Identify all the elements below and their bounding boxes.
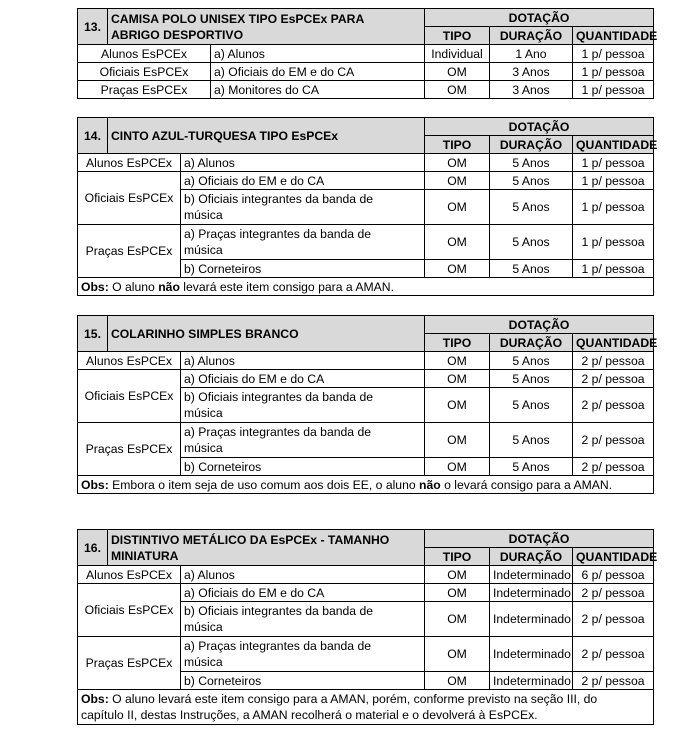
row-description: a) Oficiais do EM e do CA: [181, 172, 425, 190]
row-quantidade: 2 p/ pessoa: [573, 672, 654, 690]
obs-note: Obs: Embora o item seja de uso comum aos dois EE, o aluno não o levará consigo para a AMAN.: [78, 476, 654, 494]
row-quantidade: 2 p/ pessoa: [573, 370, 654, 388]
group-label: Oficiais EsPCEx: [78, 172, 181, 225]
obs-row: [78, 278, 654, 296]
item-number: 14.: [78, 118, 108, 154]
item-title: CINTO AZUL-TURQUESA TIPO EsPCEx: [108, 118, 425, 154]
row-duracao: Indeterminado: [490, 602, 573, 637]
row-quantidade: 1 p/ pessoa: [573, 260, 654, 278]
row-description: b) Corneteiros: [181, 458, 425, 476]
row-duracao: 5 Anos: [490, 190, 573, 225]
row-duracao: 5 Anos: [490, 352, 573, 370]
row-tipo: OM: [425, 423, 490, 458]
row-tipo: OM: [425, 352, 490, 370]
row-quantidade: 1 p/ pessoa: [573, 81, 654, 99]
row-quantidade: 1 p/ pessoa: [573, 154, 654, 172]
row-description: b) Corneteiros: [181, 672, 425, 690]
item-title: COLARINHO SIMPLES BRANCO: [108, 316, 425, 352]
table-row: [78, 172, 654, 190]
dotacao-header: DOTAÇÃO: [425, 118, 654, 136]
row-quantidade: 1 p/ pessoa: [573, 172, 654, 190]
group-label: Oficiais EsPCEx: [78, 584, 181, 637]
row-tipo: OM: [425, 388, 490, 423]
row-tipo: OM: [425, 370, 490, 388]
row-tipo: OM: [425, 260, 490, 278]
row-duracao: 5 Anos: [490, 225, 573, 260]
row-description: a) Praças integrantes da banda de música: [181, 637, 425, 672]
row-description: b) Oficiais integrantes da banda de música: [181, 602, 425, 637]
item-number: 15.: [78, 316, 108, 352]
group-label: Praças EsPCEx: [78, 423, 181, 476]
item-16-table: [77, 529, 658, 725]
dotacao-header: DOTAÇÃO: [425, 316, 654, 334]
row-quantidade: 1 p/ pessoa: [573, 225, 654, 260]
row-quantidade: 2 p/ pessoa: [573, 584, 654, 602]
tipo-header: TIPO: [425, 334, 490, 352]
table-row: [78, 352, 654, 370]
row-quantidade: 2 p/ pessoa: [573, 423, 654, 458]
item-title: DISTINTIVO METÁLICO DA EsPCEx - TAMANHO MINIATURA: [108, 530, 425, 566]
row-quantidade: 2 p/ pessoa: [573, 458, 654, 476]
table-row: [78, 225, 654, 260]
row-tipo: OM: [425, 63, 490, 81]
item-title: CAMISA POLO UNISEX TIPO EsPCEx PARA ABRIGO DESPORTIVO: [108, 9, 425, 45]
row-description: a) Praças integrantes da banda de música: [181, 423, 425, 458]
group-label: Alunos EsPCEx: [78, 45, 211, 63]
row-description: b) Oficiais integrantes da banda de música: [181, 190, 425, 225]
quantidade-header: QUANTIDADE: [573, 136, 654, 154]
row-quantidade: 6 p/ pessoa: [573, 566, 654, 584]
tipo-header: TIPO: [425, 136, 490, 154]
row-duracao: 3 Anos: [490, 81, 573, 99]
quantidade-header: QUANTIDADE: [573, 548, 654, 566]
item-14-table: [77, 117, 658, 296]
table-row: [78, 423, 654, 458]
row-duracao: 5 Anos: [490, 458, 573, 476]
row-tipo: OM: [425, 172, 490, 190]
row-tipo: OM: [425, 81, 490, 99]
row-description: a) Alunos: [181, 566, 425, 584]
group-label: Oficiais EsPCEx: [78, 370, 181, 423]
row-description: a) Alunos: [181, 154, 425, 172]
row-duracao: 5 Anos: [490, 423, 573, 458]
row-description: a) Alunos: [211, 45, 425, 63]
table-row: [78, 154, 654, 172]
table-row: [78, 63, 654, 81]
row-description: b) Oficiais integrantes da banda de música: [181, 388, 425, 423]
row-quantidade: 2 p/ pessoa: [573, 637, 654, 672]
row-duracao: Indeterminado: [490, 566, 573, 584]
row-description: b) Corneteiros: [181, 260, 425, 278]
row-duracao: 3 Anos: [490, 63, 573, 81]
item-number: 13.: [78, 9, 108, 45]
table-row: [78, 81, 654, 99]
duracao-header: DURAÇÃO: [490, 136, 573, 154]
row-tipo: Individual: [425, 45, 490, 63]
row-tipo: OM: [425, 190, 490, 225]
row-description: a) Oficiais do EM e do CA: [181, 370, 425, 388]
row-tipo: OM: [425, 458, 490, 476]
group-label: Praças EsPCEx: [78, 81, 211, 99]
row-duracao: 5 Anos: [490, 388, 573, 423]
tipo-header: TIPO: [425, 548, 490, 566]
obs-note: Obs: O aluno levará este item consigo para a AMAN, porém, conforme previsto na seção III, do capítulo II, destas Instruções, a AMAN recolherá o material e o devolverá à EsPCEx.: [78, 690, 654, 725]
row-tipo: OM: [425, 154, 490, 172]
row-duracao: Indeterminado: [490, 637, 573, 672]
row-description: a) Oficiais do EM e do CA: [211, 63, 425, 81]
dotacao-header: DOTAÇÃO: [425, 530, 654, 548]
dotacao-header: DOTAÇÃO: [425, 9, 654, 27]
tipo-header: TIPO: [425, 27, 490, 45]
row-description: a) Oficiais do EM e do CA: [181, 584, 425, 602]
item-15-table: [77, 315, 658, 494]
row-tipo: OM: [425, 225, 490, 260]
item-13-table: [77, 8, 658, 99]
table-row: [78, 637, 654, 672]
row-quantidade: 2 p/ pessoa: [573, 388, 654, 423]
row-duracao: 5 Anos: [490, 260, 573, 278]
group-label: Praças EsPCEx: [78, 637, 181, 690]
row-tipo: OM: [425, 566, 490, 584]
row-tipo: OM: [425, 672, 490, 690]
row-quantidade: 2 p/ pessoa: [573, 602, 654, 637]
row-tipo: OM: [425, 637, 490, 672]
row-description: a) Monitores do CA: [211, 81, 425, 99]
row-quantidade: 1 p/ pessoa: [573, 45, 654, 63]
row-duracao: Indeterminado: [490, 672, 573, 690]
obs-row: [78, 690, 654, 725]
table-row: [78, 45, 654, 63]
row-quantidade: 2 p/ pessoa: [573, 352, 654, 370]
row-tipo: OM: [425, 602, 490, 637]
duracao-header: DURAÇÃO: [490, 548, 573, 566]
table-row: [78, 584, 654, 602]
row-description: a) Alunos: [181, 352, 425, 370]
row-quantidade: 1 p/ pessoa: [573, 190, 654, 225]
row-tipo: OM: [425, 584, 490, 602]
obs-row: [78, 476, 654, 494]
group-label: Oficiais EsPCEx: [78, 63, 211, 81]
row-duracao: 1 Ano: [490, 45, 573, 63]
quantidade-header: QUANTIDADE: [573, 334, 654, 352]
quantidade-header: QUANTIDADE: [573, 27, 654, 45]
group-label: Alunos EsPCEx: [78, 352, 181, 370]
table-row: [78, 566, 654, 584]
item-number: 16.: [78, 530, 108, 566]
row-duracao: Indeterminado: [490, 584, 573, 602]
duracao-header: DURAÇÃO: [490, 334, 573, 352]
table-row: [78, 370, 654, 388]
row-quantidade: 1 p/ pessoa: [573, 63, 654, 81]
row-duracao: 5 Anos: [490, 370, 573, 388]
group-label: Praças EsPCEx: [78, 225, 181, 278]
group-label: Alunos EsPCEx: [78, 154, 181, 172]
row-duracao: 5 Anos: [490, 172, 573, 190]
group-label: Alunos EsPCEx: [78, 566, 181, 584]
row-description: a) Praças integrantes da banda de música: [181, 225, 425, 260]
row-duracao: 5 Anos: [490, 154, 573, 172]
obs-note: Obs: O aluno não levará este item consigo para a AMAN.: [78, 278, 654, 296]
duracao-header: DURAÇÃO: [490, 27, 573, 45]
